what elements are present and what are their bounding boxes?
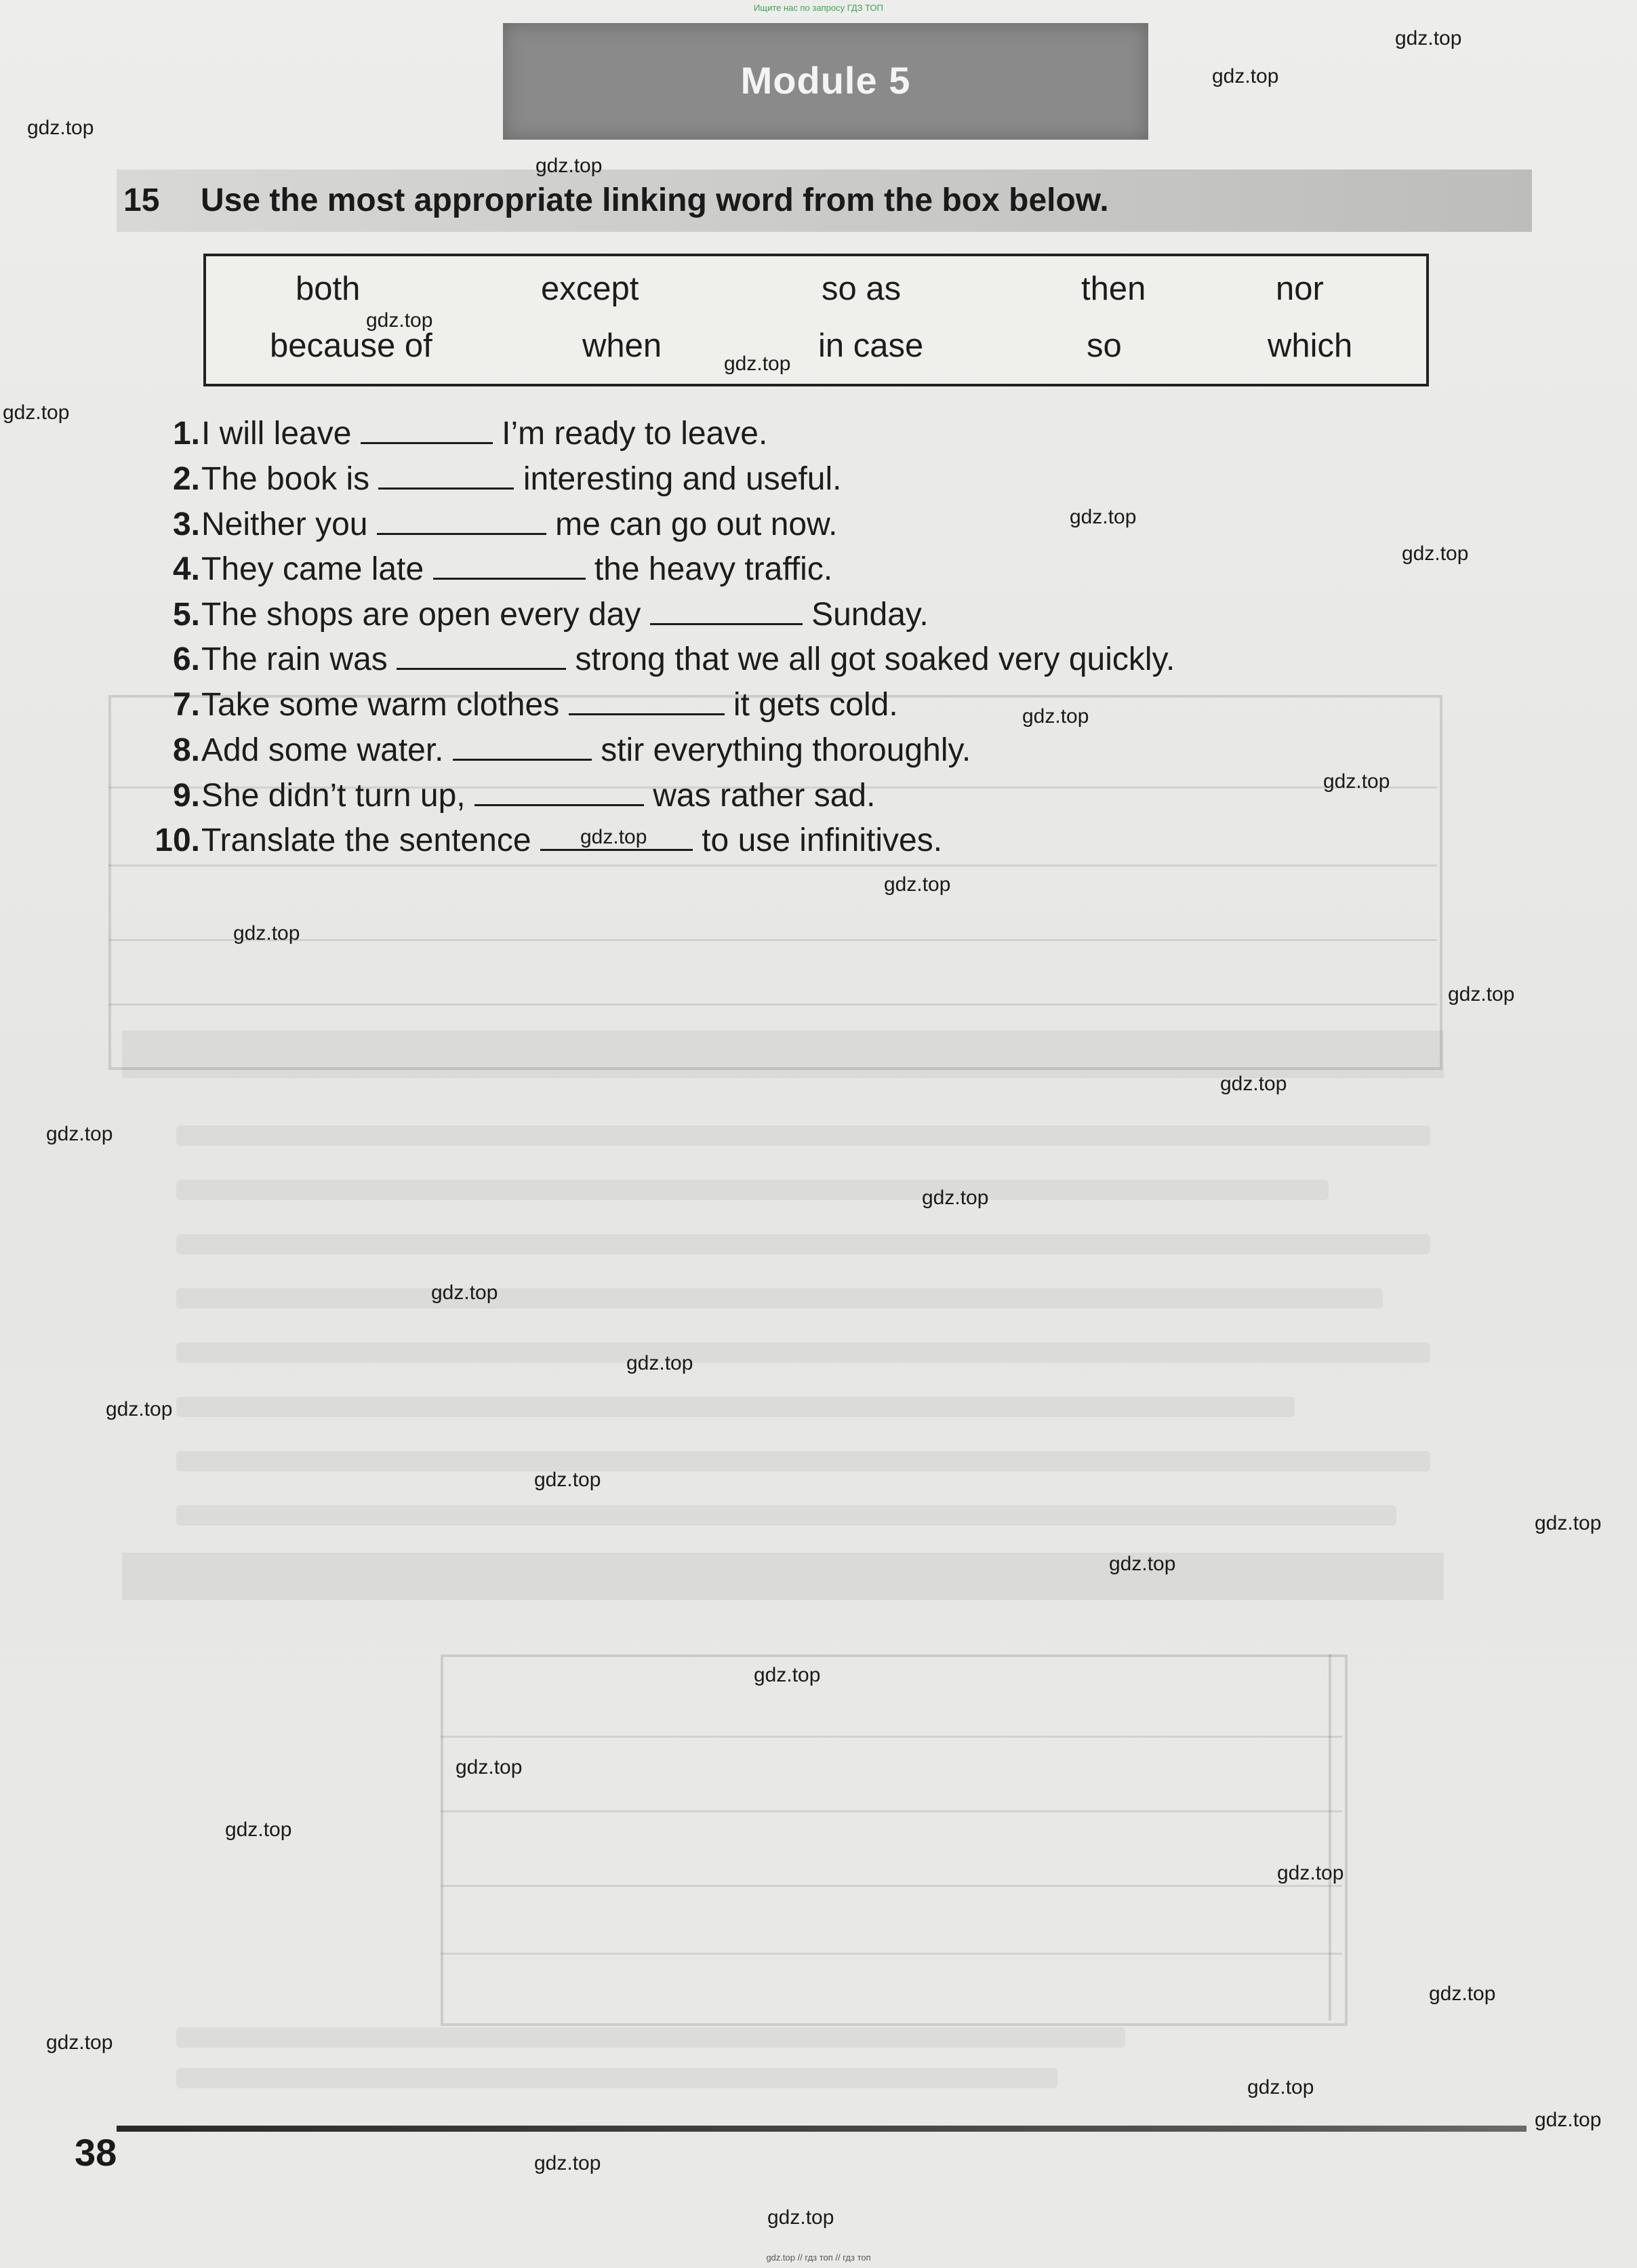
item-sentence bbox=[201, 732, 971, 769]
answer-blank[interactable] bbox=[377, 506, 546, 535]
item-number: 6. bbox=[172, 641, 200, 677]
footer-note: gdz.top // гдз топ // гдз топ bbox=[766, 2252, 871, 2263]
word-box-item: because of bbox=[270, 327, 432, 364]
watermark: gdz.top bbox=[724, 353, 791, 375]
exercise-number: 15 bbox=[123, 182, 160, 218]
item-text-before: Translate the sentence bbox=[201, 822, 531, 858]
item-text-after: strong that we all got soaked very quickly. bbox=[575, 641, 1175, 677]
word-box-item: then bbox=[1081, 271, 1146, 307]
watermark: gdz.top bbox=[1535, 2109, 1602, 2131]
answer-blank[interactable] bbox=[378, 460, 514, 490]
watermark: gdz.top bbox=[1402, 542, 1469, 565]
item-text-before: They came late bbox=[201, 551, 424, 587]
footer-rule bbox=[117, 2126, 1527, 2132]
word-box-item: in case bbox=[818, 327, 924, 364]
item-number: 7. bbox=[172, 687, 200, 723]
item-text-before: Take some warm clothes bbox=[201, 687, 560, 723]
word-box-item: both bbox=[296, 271, 361, 307]
site-search-note: Ищите нас по запросу ГДЗ ТОП bbox=[754, 3, 883, 13]
watermark: gdz.top bbox=[754, 1664, 821, 1686]
answer-blank[interactable] bbox=[397, 641, 566, 670]
item-text-after: the heavy traffic. bbox=[594, 551, 833, 587]
word-box-item: nor bbox=[1276, 271, 1324, 307]
watermark: gdz.top bbox=[46, 1123, 113, 1145]
watermark: gdz.top bbox=[1277, 1862, 1344, 1884]
item-sentence bbox=[201, 551, 832, 588]
watermark: gdz.top bbox=[922, 1187, 989, 1209]
answer-blank[interactable] bbox=[433, 551, 586, 580]
item-text-before: She didn’t turn up, bbox=[201, 778, 466, 814]
item-sentence bbox=[201, 596, 929, 633]
watermark: gdz.top bbox=[225, 1818, 292, 1841]
watermark: gdz.top bbox=[456, 1756, 523, 1778]
watermark: gdz.top bbox=[767, 2206, 834, 2229]
item-sentence bbox=[201, 686, 898, 723]
item-text-after: to use infinitives. bbox=[702, 822, 943, 858]
watermark: gdz.top bbox=[1220, 1073, 1287, 1095]
watermark: gdz.top bbox=[46, 2031, 113, 2054]
item-text-after: I’m ready to leave. bbox=[502, 416, 768, 452]
answer-blank[interactable] bbox=[361, 415, 493, 444]
item-number: 10. bbox=[155, 822, 200, 858]
word-box-item: which bbox=[1268, 327, 1353, 364]
item-text-before: I will leave bbox=[201, 416, 352, 452]
item-text-before: Neither you bbox=[201, 506, 368, 542]
watermark: gdz.top bbox=[580, 826, 647, 848]
watermark: gdz.top bbox=[1395, 27, 1462, 49]
page-number: 38 bbox=[75, 2131, 117, 2174]
watermark: gdz.top bbox=[884, 873, 951, 896]
item-sentence bbox=[201, 822, 942, 859]
watermark: gdz.top bbox=[1535, 1512, 1602, 1534]
watermark: gdz.top bbox=[431, 1281, 498, 1304]
item-number: 2. bbox=[172, 461, 200, 497]
watermark: gdz.top bbox=[233, 922, 300, 944]
item-text-before: Add some water. bbox=[201, 732, 444, 768]
item-text-after: stir everything thoroughly. bbox=[601, 732, 971, 768]
item-text-after: me can go out now. bbox=[555, 506, 838, 542]
answer-blank[interactable] bbox=[569, 686, 725, 715]
item-number: 5. bbox=[172, 597, 200, 633]
word-box-item: except bbox=[541, 271, 639, 307]
word-box-item: so bbox=[1087, 327, 1122, 364]
word-box-item: so as bbox=[822, 271, 902, 307]
watermark: gdz.top bbox=[534, 1469, 601, 1491]
watermark: gdz.top bbox=[1212, 65, 1279, 87]
answer-blank[interactable] bbox=[453, 732, 592, 761]
watermark: gdz.top bbox=[3, 401, 70, 424]
item-sentence bbox=[201, 641, 1175, 678]
watermark: gdz.top bbox=[1448, 983, 1515, 1006]
item-sentence bbox=[201, 415, 767, 452]
watermark: gdz.top bbox=[1070, 506, 1137, 528]
watermark: gdz.top bbox=[1247, 2076, 1314, 2098]
word-box-item: when bbox=[582, 327, 662, 364]
watermark: gdz.top bbox=[27, 117, 94, 139]
watermark: gdz.top bbox=[535, 155, 603, 177]
item-number: 9. bbox=[172, 778, 200, 814]
watermark: gdz.top bbox=[1323, 770, 1390, 793]
item-number: 3. bbox=[172, 506, 200, 542]
item-text-before: The book is bbox=[201, 461, 370, 497]
item-number: 8. bbox=[172, 732, 200, 768]
item-text-after: it gets cold. bbox=[733, 687, 898, 723]
watermark: gdz.top bbox=[1429, 1983, 1496, 2005]
answer-blank[interactable] bbox=[650, 596, 803, 625]
item-text-after: Sunday. bbox=[811, 597, 929, 633]
item-text-before: The rain was bbox=[201, 641, 388, 677]
item-text-after: interesting and useful. bbox=[523, 461, 842, 497]
item-number: 4. bbox=[172, 551, 200, 587]
watermark: gdz.top bbox=[1109, 1553, 1176, 1575]
module-title: Module 5 bbox=[740, 59, 911, 102]
answer-blank[interactable] bbox=[474, 777, 644, 806]
item-sentence bbox=[201, 506, 837, 543]
watermark: gdz.top bbox=[106, 1398, 173, 1420]
watermark: gdz.top bbox=[1022, 705, 1089, 728]
watermark: gdz.top bbox=[534, 2152, 601, 2174]
item-number: 1. bbox=[172, 416, 200, 452]
item-text-before: The shops are open every day bbox=[201, 597, 641, 633]
watermark: gdz.top bbox=[366, 309, 433, 332]
watermark: gdz.top bbox=[626, 1352, 693, 1374]
item-sentence bbox=[201, 460, 841, 498]
item-text-after: was rather sad. bbox=[653, 778, 876, 814]
item-sentence bbox=[201, 777, 875, 814]
exercise-instruction: Use the most appropriate linking word from the box below. bbox=[201, 182, 1109, 218]
